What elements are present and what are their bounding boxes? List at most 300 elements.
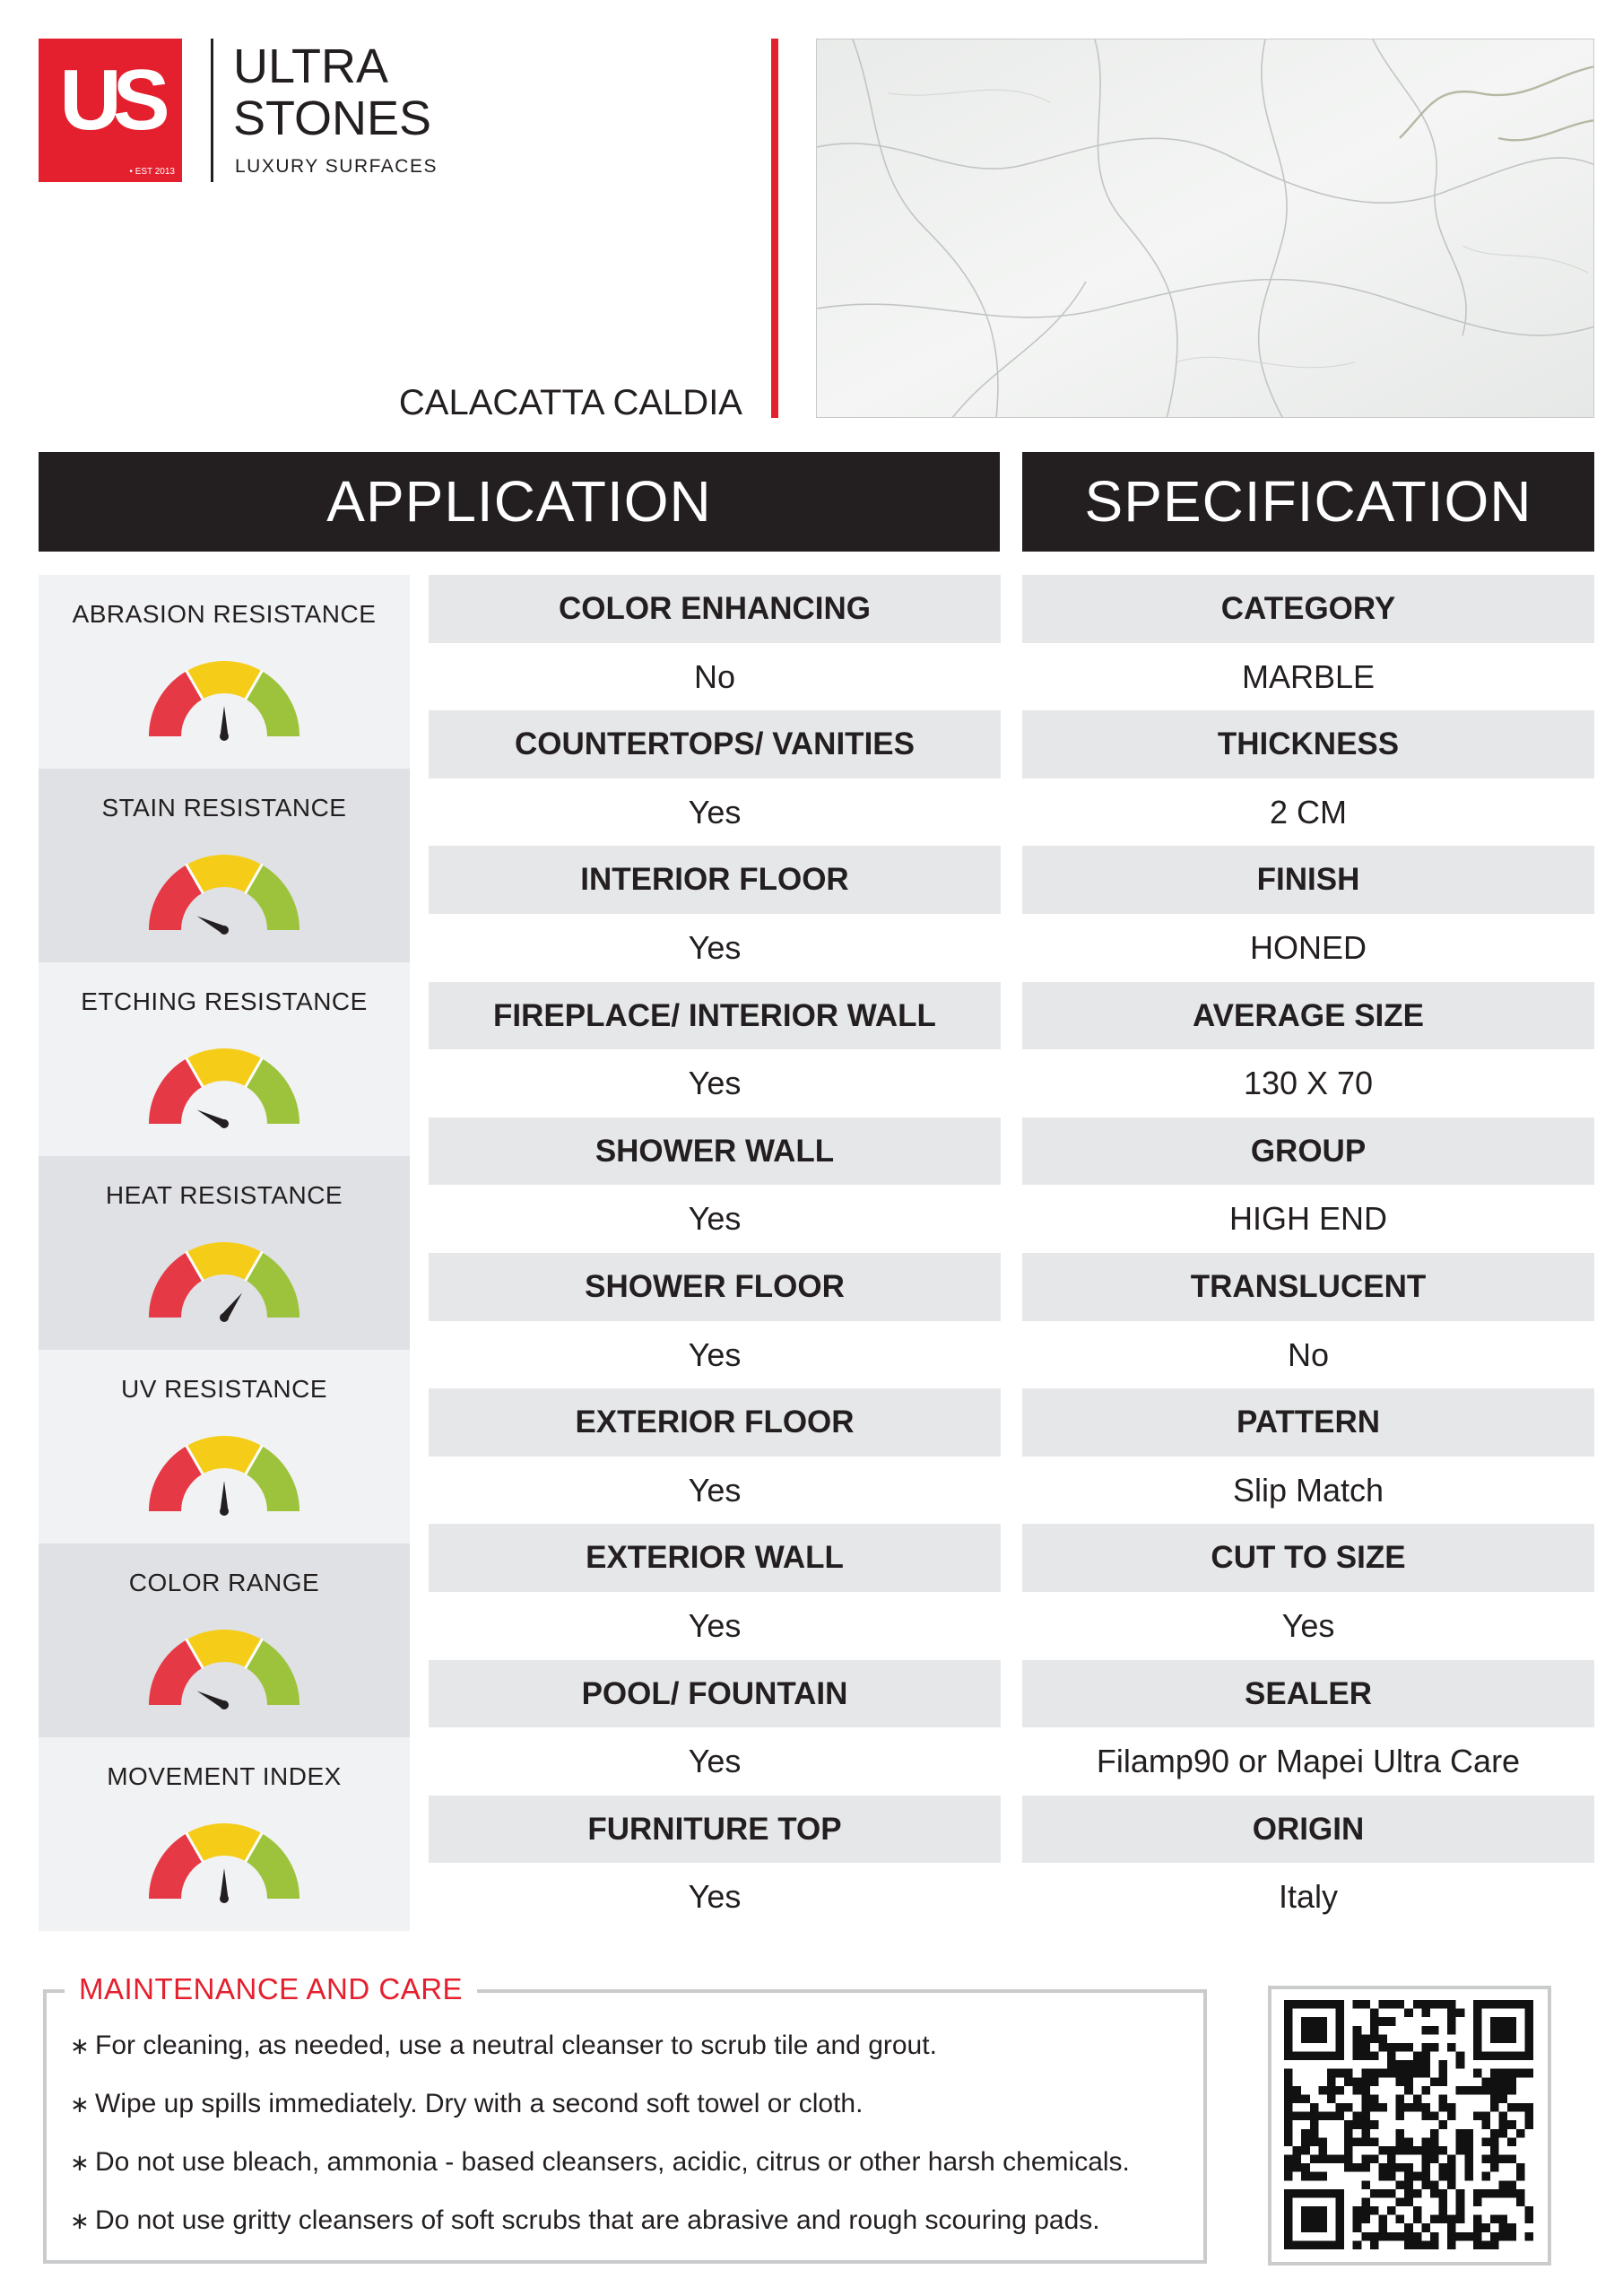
qr-module (1378, 2043, 1387, 2052)
qr-module (1404, 2240, 1413, 2249)
gauge-icon (148, 1626, 300, 1716)
qr-module (1439, 2000, 1448, 2009)
qr-module (1507, 2223, 1516, 2232)
qr-module (1301, 2172, 1310, 2181)
qr-module (1507, 2086, 1516, 2095)
bullet-star-icon: ∗ (70, 2207, 90, 2234)
qr-module (1413, 2232, 1422, 2241)
application-value: Yes (429, 1185, 1001, 1253)
qr-module (1464, 2232, 1473, 2241)
qr-module (1361, 2069, 1370, 2078)
qr-module (1301, 2129, 1310, 2138)
qr-module (1318, 2112, 1327, 2121)
qr-module (1284, 2077, 1293, 2086)
qr-module (1516, 2172, 1525, 2181)
application-label: SHOWER WALL (429, 1118, 1001, 1186)
qr-module (1439, 2197, 1448, 2206)
qr-module (1439, 2094, 1448, 2103)
qr-module (1370, 2052, 1379, 2061)
qr-module (1301, 2112, 1310, 2121)
qr-module (1516, 2069, 1525, 2078)
qr-module (1404, 2009, 1413, 2018)
qr-module (1404, 2103, 1413, 2112)
bullet-star-icon: ∗ (70, 2091, 90, 2118)
qr-module (1284, 2103, 1293, 2112)
qr-module (1387, 2017, 1396, 2026)
qr-module (1456, 2086, 1465, 2095)
maintenance-item (70, 2074, 1200, 2133)
specification-label: ORIGIN (1022, 1796, 1594, 1864)
qr-module (1447, 2180, 1456, 2189)
application-value: Yes (429, 1727, 1001, 1796)
qr-module (1490, 2086, 1499, 2095)
qr-module (1378, 2017, 1387, 2026)
gauge-green-segment (254, 1266, 283, 1318)
qr-module (1473, 2197, 1482, 2206)
qr-module (1439, 2077, 1448, 2086)
qr-module (1490, 2163, 1499, 2172)
qr-module (1430, 2215, 1439, 2224)
qr-module (1524, 2215, 1533, 2224)
application-label: FURNITURE TOP (429, 1796, 1001, 1864)
qr-module (1499, 2189, 1508, 2198)
qr-module (1370, 2189, 1379, 2198)
qr-module (1430, 2137, 1439, 2146)
resistance-label: ABRASION RESISTANCE (72, 600, 377, 628)
qr-module (1430, 2043, 1439, 2052)
maintenance-item (70, 2133, 1200, 2191)
qr-module (1310, 2172, 1319, 2181)
qr-module (1464, 2086, 1473, 2095)
gauge-green-segment (254, 685, 283, 736)
gauge-yellow-segment (195, 1452, 254, 1460)
qr-module (1524, 2112, 1533, 2121)
specification-label: THICKNESS (1022, 710, 1594, 778)
qr-module (1413, 2240, 1422, 2249)
qr-module (1413, 2146, 1422, 2155)
qr-module (1430, 2232, 1439, 2241)
qr-module (1516, 2189, 1525, 2198)
qr-module (1387, 2146, 1396, 2155)
qr-module (1387, 2172, 1396, 2181)
specification-value: Italy (1022, 1863, 1594, 1931)
resistance-label: COLOR RANGE (128, 1569, 320, 1596)
qr-module (1396, 2069, 1405, 2078)
qr-module (1396, 2146, 1405, 2155)
qr-module (1396, 2103, 1405, 2112)
qr-module (1353, 2077, 1362, 2086)
qr-module (1481, 2137, 1490, 2146)
qr-module (1387, 2052, 1396, 2061)
qr-module (1473, 2232, 1482, 2241)
qr-module (1524, 2103, 1533, 2112)
qr-module (1490, 2189, 1499, 2198)
gauge-needle (221, 1868, 229, 1899)
qr-module (1430, 2240, 1439, 2249)
application-value: Yes (429, 1863, 1001, 1931)
resistance-column (39, 575, 410, 1931)
bullet-star-icon: ∗ (70, 2149, 90, 2176)
qr-module (1413, 2206, 1422, 2215)
qr-module (1490, 2232, 1499, 2241)
gauge-hub (220, 1119, 229, 1128)
qr-module (1404, 2223, 1413, 2232)
qr-module (1396, 2180, 1405, 2189)
qr-module (1353, 2000, 1362, 2009)
qr-module (1464, 2163, 1473, 2172)
gauge-hub (220, 1894, 229, 1903)
qr-module (1507, 2232, 1516, 2241)
qr-module (1421, 2240, 1430, 2249)
qr-module (1344, 2120, 1353, 2129)
specification-label: FINISH (1022, 846, 1594, 914)
qr-module (1370, 2155, 1379, 2164)
qr-module (1473, 2189, 1482, 2198)
qr-module (1361, 2103, 1370, 2112)
qr-module (1327, 2077, 1336, 2086)
qr-module (1378, 2215, 1387, 2224)
qr-module (1413, 2069, 1422, 2078)
qr-module (1353, 2120, 1362, 2129)
qr-code-icon[interactable] (1284, 2000, 1533, 2249)
qr-module (1396, 2163, 1405, 2172)
application-value: Yes (429, 778, 1001, 847)
qr-module (1353, 2240, 1362, 2249)
gauge-green-segment (254, 879, 283, 930)
qr-module (1387, 2155, 1396, 2164)
qr-module (1361, 2232, 1370, 2241)
qr-module (1439, 2069, 1448, 2078)
qr-module (1456, 2197, 1465, 2206)
specification-label: GROUP (1022, 1118, 1594, 1186)
application-value: Yes (429, 1049, 1001, 1118)
qr-module (1301, 2137, 1310, 2146)
qr-module (1421, 2069, 1430, 2078)
qr-module (1387, 2043, 1396, 2052)
qr-module (1473, 2112, 1482, 2121)
resistance-label: HEAT RESISTANCE (105, 1181, 343, 1209)
qr-module (1396, 2094, 1405, 2103)
qr-module (1310, 2120, 1319, 2129)
qr-module (1430, 2189, 1439, 2198)
qr-module (1421, 2146, 1430, 2155)
qr-finder-block (1301, 2017, 1327, 2043)
qr-module (1404, 2060, 1413, 2069)
specification-table (1022, 575, 1594, 1931)
qr-module (1361, 2086, 1370, 2095)
qr-module (1344, 2137, 1353, 2146)
qr-module (1370, 2094, 1379, 2103)
qr-module (1447, 2017, 1456, 2026)
qr-module (1439, 2163, 1448, 2172)
qr-module (1499, 2077, 1508, 2086)
qr-module (1310, 2137, 1319, 2146)
qr-module (1284, 2129, 1293, 2138)
qr-module (1336, 2103, 1345, 2112)
qr-module (1370, 2206, 1379, 2215)
qr-module (1353, 2137, 1362, 2146)
qr-module (1456, 2215, 1465, 2224)
qr-module (1301, 2146, 1310, 2155)
qr-module (1421, 2000, 1430, 2009)
qr-module (1516, 2163, 1525, 2172)
qr-module (1507, 2155, 1516, 2164)
qr-module (1413, 2000, 1422, 2009)
qr-module (1481, 2240, 1490, 2249)
qr-module (1293, 2163, 1302, 2172)
brand-tagline: LUXURY SURFACES (235, 156, 438, 177)
qr-module (1456, 2232, 1465, 2241)
resistance-item (39, 769, 410, 962)
specification-value: HIGH END (1022, 1185, 1594, 1253)
qr-module (1301, 2094, 1310, 2103)
gauge-red-segment (165, 879, 195, 930)
application-label: COUNTERTOPS/ VANITIES (429, 710, 1001, 778)
qr-module (1327, 2112, 1336, 2121)
maintenance-text: For cleaning, as needed, use a neutral cleanser to scrub tile and grout. (95, 2031, 937, 2060)
qr-module (1361, 2077, 1370, 2086)
qr-module (1396, 2232, 1405, 2241)
qr-module (1430, 2180, 1439, 2189)
qr-module (1284, 2069, 1293, 2078)
qr-module (1284, 2163, 1293, 2172)
brand-name-line2: STONES (233, 91, 432, 145)
qr-module (1447, 2103, 1456, 2112)
specification-label: AVERAGE SIZE (1022, 982, 1594, 1050)
qr-module (1516, 2103, 1525, 2112)
specification-value: Yes (1022, 1592, 1594, 1660)
brand-divider (211, 39, 213, 182)
qr-module (1361, 2052, 1370, 2061)
qr-module (1361, 2155, 1370, 2164)
qr-module (1344, 2103, 1353, 2112)
qr-module (1396, 2112, 1405, 2121)
qr-module (1490, 2146, 1499, 2155)
specification-value: Filamp90 or Mapei Ultra Care (1022, 1727, 1594, 1796)
qr-module (1378, 2172, 1387, 2181)
qr-module (1421, 2180, 1430, 2189)
qr-module (1327, 2155, 1336, 2164)
qr-module (1404, 2172, 1413, 2181)
qr-module (1464, 2129, 1473, 2138)
qr-module (1421, 2103, 1430, 2112)
qr-module (1439, 2060, 1448, 2069)
qr-module (1430, 2146, 1439, 2155)
qr-module (1490, 2155, 1499, 2164)
qr-module (1378, 2223, 1387, 2232)
gauge-yellow-segment (195, 1065, 254, 1073)
qr-module (1490, 2129, 1499, 2138)
qr-module (1439, 2146, 1448, 2155)
qr-module (1413, 2215, 1422, 2224)
qr-module (1396, 2215, 1405, 2224)
application-header: APPLICATION (39, 452, 1000, 552)
qr-module (1327, 2094, 1336, 2103)
qr-module (1439, 2172, 1448, 2181)
resistance-label: MOVEMENT INDEX (107, 1762, 342, 1790)
qr-module (1396, 2000, 1405, 2009)
application-label: POOL/ FOUNTAIN (429, 1660, 1001, 1728)
qr-module (1327, 2086, 1336, 2095)
qr-module (1456, 2129, 1465, 2138)
qr-module (1404, 2146, 1413, 2155)
qr-module (1387, 2189, 1396, 2198)
qr-module (1481, 2172, 1490, 2181)
gauge-red-segment (165, 685, 195, 736)
application-label: FIREPLACE/ INTERIOR WALL (429, 982, 1001, 1050)
qr-module (1370, 2034, 1379, 2043)
specification-label: TRANSLUCENT (1022, 1253, 1594, 1321)
qr-module (1404, 2077, 1413, 2086)
qr-module (1524, 2120, 1533, 2129)
qr-module (1370, 2120, 1379, 2129)
qr-module (1293, 2086, 1302, 2095)
qr-module (1421, 2112, 1430, 2121)
qr-module (1430, 2000, 1439, 2009)
bullet-star-icon: ∗ (70, 2032, 90, 2059)
resistance-label: STAIN RESISTANCE (101, 794, 347, 822)
qr-module (1327, 2069, 1336, 2078)
gauge-hub (220, 1700, 229, 1709)
gauge-green-segment (254, 1073, 283, 1124)
application-value: Yes (429, 1457, 1001, 1525)
qr-module (1404, 2163, 1413, 2172)
qr-module (1447, 2155, 1456, 2164)
specification-value: HONED (1022, 914, 1594, 982)
qr-module (1370, 2232, 1379, 2241)
qr-module (1439, 2206, 1448, 2215)
qr-module (1361, 2129, 1370, 2138)
qr-module (1421, 2052, 1430, 2061)
qr-module (1293, 2094, 1302, 2103)
gauge-hub (220, 926, 229, 935)
application-label: SHOWER FLOOR (429, 1253, 1001, 1321)
qr-finder-block (1301, 2206, 1327, 2232)
qr-module (1378, 2034, 1387, 2043)
qr-module (1430, 2155, 1439, 2164)
qr-module (1430, 2077, 1439, 2086)
qr-module (1421, 2086, 1430, 2095)
qr-module (1516, 2129, 1525, 2138)
qr-module (1378, 2232, 1387, 2241)
qr-module (1421, 2155, 1430, 2164)
qr-module (1490, 2240, 1499, 2249)
qr-module (1413, 2172, 1422, 2181)
resistance-item (39, 962, 410, 1156)
gauge-icon (148, 1820, 300, 1909)
specification-value: 2 CM (1022, 778, 1594, 847)
qr-module (1370, 2017, 1379, 2026)
qr-module (1318, 2086, 1327, 2095)
qr-module (1439, 2120, 1448, 2129)
qr-module (1396, 2060, 1405, 2069)
application-value: Yes (429, 914, 1001, 982)
marble-sample-image (816, 39, 1594, 418)
application-value: Yes (429, 1592, 1001, 1660)
qr-module (1387, 2000, 1396, 2009)
qr-module (1499, 2112, 1508, 2121)
application-label: COLOR ENHANCING (429, 575, 1001, 643)
specification-value: 130 X 70 (1022, 1049, 1594, 1118)
qr-module (1413, 2094, 1422, 2103)
qr-module (1378, 2069, 1387, 2078)
qr-module (1499, 2155, 1508, 2164)
qr-module (1430, 2026, 1439, 2035)
maintenance-text: Wipe up spills immediately. Dry with a second soft towel or cloth. (95, 2089, 864, 2118)
qr-module (1481, 2120, 1490, 2129)
resistance-item (39, 1350, 410, 1544)
qr-module (1404, 2189, 1413, 2198)
qr-module (1447, 2112, 1456, 2121)
qr-module (1499, 2180, 1508, 2189)
application-label: EXTERIOR WALL (429, 1524, 1001, 1592)
qr-module (1361, 2112, 1370, 2121)
qr-module (1473, 2069, 1482, 2078)
qr-module (1499, 2094, 1508, 2103)
gauge-red-segment (165, 1848, 195, 1899)
qr-module (1396, 2137, 1405, 2146)
qr-module (1370, 2077, 1379, 2086)
gauge-red-segment (165, 1073, 195, 1124)
application-label: EXTERIOR FLOOR (429, 1388, 1001, 1457)
gauge-yellow-segment (195, 1258, 254, 1266)
qr-module (1507, 2189, 1516, 2198)
maintenance-item (70, 2016, 1200, 2074)
qr-module (1499, 2069, 1508, 2078)
qr-module (1447, 2215, 1456, 2224)
qr-module (1318, 2172, 1327, 2181)
specification-value: No (1022, 1321, 1594, 1389)
qr-module (1301, 2163, 1310, 2172)
qr-module (1387, 2232, 1396, 2241)
qr-module (1353, 2043, 1362, 2052)
gauge-green-segment (254, 1654, 283, 1705)
qr-module (1361, 2043, 1370, 2052)
qr-module (1413, 2189, 1422, 2198)
qr-module (1318, 2146, 1327, 2155)
qr-module (1310, 2129, 1319, 2138)
gauge-icon (148, 657, 300, 747)
qr-module (1481, 2155, 1490, 2164)
resistance-item (39, 1737, 410, 1931)
qr-module (1404, 2137, 1413, 2146)
qr-module (1404, 2043, 1413, 2052)
specification-label: SEALER (1022, 1660, 1594, 1728)
qr-module (1499, 2086, 1508, 2095)
resistance-label: ETCHING RESISTANCE (81, 987, 368, 1015)
maintenance-item (70, 2191, 1200, 2249)
application-table (429, 575, 1001, 1931)
qr-module (1361, 2000, 1370, 2009)
qr-module (1507, 2180, 1516, 2189)
qr-module (1284, 2172, 1293, 2181)
qr-module (1284, 2137, 1293, 2146)
qr-module (1481, 2223, 1490, 2232)
qr-module (1336, 2112, 1345, 2121)
qr-module (1421, 2163, 1430, 2172)
qr-module (1456, 2009, 1465, 2018)
qr-module (1524, 2069, 1533, 2078)
qr-module (1447, 2172, 1456, 2181)
application-value: No (429, 643, 1001, 711)
qr-module (1447, 2009, 1456, 2018)
qr-module (1293, 2112, 1302, 2121)
qr-module (1490, 2094, 1499, 2103)
qr-module (1336, 2086, 1345, 2095)
brand-logo (39, 39, 182, 182)
gauge-yellow-segment (195, 677, 254, 685)
qr-module (1353, 2223, 1362, 2232)
